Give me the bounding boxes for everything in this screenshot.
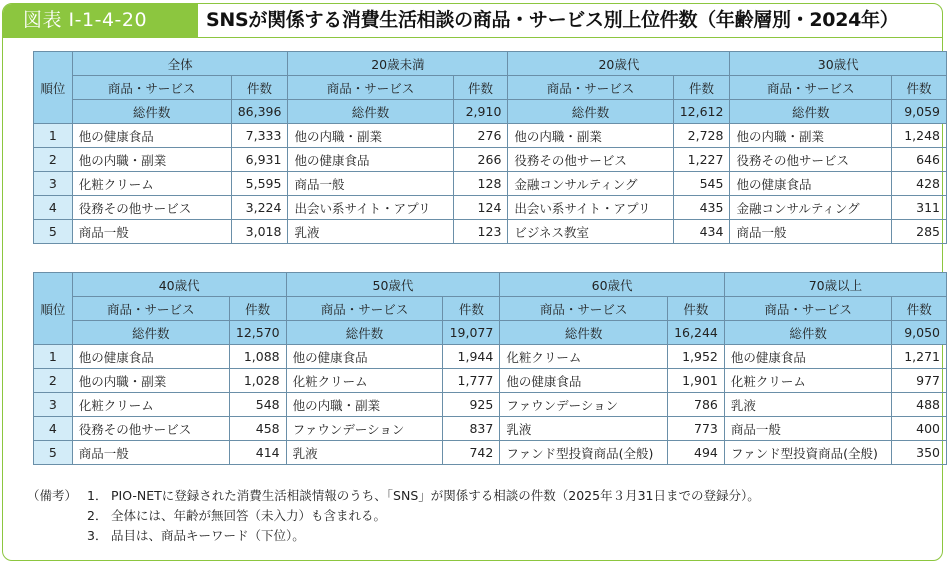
rank-header: 順位 — [34, 273, 73, 345]
item-count: 1,901 — [667, 369, 724, 393]
total-count: 19,077 — [443, 321, 500, 345]
item-name: 他の健康食品 — [72, 345, 229, 369]
ranking-table — [33, 51, 947, 244]
item-name: 乳液 — [724, 393, 892, 417]
item-column-header: 商品・サービス — [730, 76, 892, 100]
item-count: 548 — [229, 393, 286, 417]
item-name: 役務その他サービス — [508, 148, 673, 172]
rank-number: 5 — [34, 220, 73, 244]
note-row — [27, 486, 760, 506]
table-row — [34, 148, 947, 172]
age-group-header: 60歳代 — [500, 273, 725, 297]
item-count: 977 — [892, 369, 947, 393]
item-name: 役務その他サービス — [72, 196, 231, 220]
item-column-header: 商品・サービス — [286, 297, 443, 321]
item-name: 他の内職・副業 — [286, 393, 443, 417]
rank-number: 3 — [34, 393, 73, 417]
count-column-header: 件数 — [892, 297, 947, 321]
item-name: ビジネス教室 — [508, 220, 673, 244]
note-text: PIO-NETに登録された消費生活相談情報のうち、「SNS」が関係する相談の件数（2025年３月31日までの登録分）。 — [111, 488, 760, 503]
total-label: 総件数 — [730, 100, 892, 124]
age-group-header: 20歳代 — [508, 52, 730, 76]
item-count: 773 — [667, 417, 724, 441]
total-label: 総件数 — [72, 100, 231, 124]
item-count: 414 — [229, 441, 286, 465]
total-label: 総件数 — [72, 321, 229, 345]
item-count: 1,248 — [892, 124, 947, 148]
total-count: 9,059 — [892, 100, 947, 124]
item-count: 646 — [892, 148, 947, 172]
item-count: 123 — [453, 220, 508, 244]
item-name: 乳液 — [288, 220, 453, 244]
item-count: 1,088 — [229, 345, 286, 369]
item-column-header: 商品・サービス — [508, 76, 673, 100]
table-row — [34, 172, 947, 196]
item-count: 742 — [443, 441, 500, 465]
item-column-header: 商品・サービス — [724, 297, 892, 321]
item-name: 他の内職・副業 — [288, 124, 453, 148]
total-count: 16,244 — [667, 321, 724, 345]
table-row — [34, 417, 947, 441]
item-count: 128 — [453, 172, 508, 196]
item-count: 3,018 — [231, 220, 288, 244]
item-name: 化粧クリーム — [500, 345, 668, 369]
figure-id: 図表 I-1-4-20 — [3, 4, 198, 37]
rank-number: 2 — [34, 148, 73, 172]
rank-header: 順位 — [34, 52, 73, 124]
item-count: 428 — [892, 172, 947, 196]
total-label: 総件数 — [508, 100, 673, 124]
count-column-header: 件数 — [892, 76, 947, 100]
notes-heading: （備考） — [27, 488, 78, 503]
count-column-header: 件数 — [231, 76, 288, 100]
item-name: 他の内職・副業 — [72, 148, 231, 172]
item-count: 1,777 — [443, 369, 500, 393]
item-name: 化粧クリーム — [72, 172, 231, 196]
note-text: 全体には、年齢が無回答（未入力）も含まれる。 — [111, 508, 387, 523]
item-count: 786 — [667, 393, 724, 417]
table-row — [34, 441, 947, 465]
rank-number: 4 — [34, 417, 73, 441]
item-name: 他の健康食品 — [724, 345, 892, 369]
item-name: 他の健康食品 — [286, 345, 443, 369]
item-name: 化粧クリーム — [724, 369, 892, 393]
item-count: 7,333 — [231, 124, 288, 148]
note-text: 品目は、商品キーワード（下位）。 — [111, 528, 305, 543]
figure-title: SNSが関係する消費生活相談の商品・サービス別上位件数（年齢層別・2024年） — [206, 9, 899, 31]
item-count: 276 — [453, 124, 508, 148]
total-label: 総件数 — [286, 321, 443, 345]
item-name: 役務その他サービス — [72, 417, 229, 441]
total-count: 86,396 — [231, 100, 288, 124]
item-name: ファンド型投資商品(全般) — [500, 441, 668, 465]
total-count: 9,050 — [892, 321, 947, 345]
item-count: 400 — [892, 417, 947, 441]
note-number: 2． — [87, 508, 108, 523]
item-count: 925 — [443, 393, 500, 417]
item-name: 出会い系サイト・アプリ — [288, 196, 453, 220]
item-name: 他の健康食品 — [288, 148, 453, 172]
figure-header — [3, 4, 942, 38]
age-group-header: 50歳代 — [286, 273, 500, 297]
item-count: 2,728 — [673, 124, 730, 148]
age-group-header: 30歳代 — [730, 52, 947, 76]
item-name: 金融コンサルティング — [508, 172, 673, 196]
item-name: 他の健康食品 — [500, 369, 668, 393]
item-name: ファウンデーション — [500, 393, 668, 417]
rank-number: 1 — [34, 124, 73, 148]
item-count: 6,931 — [231, 148, 288, 172]
item-column-header: 商品・サービス — [72, 297, 229, 321]
item-column-header: 商品・サービス — [500, 297, 668, 321]
item-name: 役務その他サービス — [730, 148, 892, 172]
count-column-header: 件数 — [667, 297, 724, 321]
age-group-header: 40歳代 — [72, 273, 286, 297]
total-count: 12,612 — [673, 100, 730, 124]
item-count: 124 — [453, 196, 508, 220]
item-name: 化粧クリーム — [286, 369, 443, 393]
table-row — [34, 345, 947, 369]
count-column-header: 件数 — [229, 297, 286, 321]
item-name: 商品一般 — [288, 172, 453, 196]
age-group-header: 20歳未満 — [288, 52, 508, 76]
item-count: 837 — [443, 417, 500, 441]
note-number: 1． — [87, 488, 108, 503]
note-number: 3． — [87, 528, 108, 543]
rank-number: 1 — [34, 345, 73, 369]
item-name: ファンド型投資商品(全般) — [724, 441, 892, 465]
item-count: 266 — [453, 148, 508, 172]
count-column-header: 件数 — [673, 76, 730, 100]
item-count: 3,224 — [231, 196, 288, 220]
item-name: 他の健康食品 — [72, 124, 231, 148]
item-count: 1,952 — [667, 345, 724, 369]
item-name: 商品一般 — [730, 220, 892, 244]
item-count: 494 — [667, 441, 724, 465]
item-count: 1,271 — [892, 345, 947, 369]
item-column-header: 商品・サービス — [288, 76, 453, 100]
rank-number: 3 — [34, 172, 73, 196]
item-name: 他の内職・副業 — [730, 124, 892, 148]
item-name: 他の健康食品 — [730, 172, 892, 196]
item-name: 出会い系サイト・アプリ — [508, 196, 673, 220]
item-name: ファウンデーション — [286, 417, 443, 441]
item-count: 488 — [892, 393, 947, 417]
item-count: 458 — [229, 417, 286, 441]
item-count: 5,595 — [231, 172, 288, 196]
item-count: 1,944 — [443, 345, 500, 369]
age-group-header: 全体 — [72, 52, 288, 76]
item-name: 化粧クリーム — [72, 393, 229, 417]
rank-number: 4 — [34, 196, 73, 220]
rank-number: 5 — [34, 441, 73, 465]
total-count: 12,570 — [229, 321, 286, 345]
note-row — [27, 526, 760, 546]
table-row — [34, 369, 947, 393]
total-label: 総件数 — [288, 100, 453, 124]
item-count: 1,028 — [229, 369, 286, 393]
table-row — [34, 124, 947, 148]
item-count: 1,227 — [673, 148, 730, 172]
item-column-header: 商品・サービス — [72, 76, 231, 100]
item-name: 乳液 — [500, 417, 668, 441]
item-name: 乳液 — [286, 441, 443, 465]
total-count: 2,910 — [453, 100, 508, 124]
item-count: 311 — [892, 196, 947, 220]
note-row — [27, 506, 760, 526]
item-name: 他の内職・副業 — [508, 124, 673, 148]
count-column-header: 件数 — [443, 297, 500, 321]
notes — [27, 486, 760, 546]
rank-number: 2 — [34, 369, 73, 393]
item-name: 他の内職・副業 — [72, 369, 229, 393]
item-count: 434 — [673, 220, 730, 244]
table-row — [34, 196, 947, 220]
table-row — [34, 220, 947, 244]
item-name: 商品一般 — [72, 220, 231, 244]
count-column-header: 件数 — [453, 76, 508, 100]
total-label: 総件数 — [500, 321, 668, 345]
item-count: 285 — [892, 220, 947, 244]
table-row — [34, 393, 947, 417]
item-count: 350 — [892, 441, 947, 465]
item-name: 商品一般 — [72, 441, 229, 465]
item-name: 金融コンサルティング — [730, 196, 892, 220]
age-group-header: 70歳以上 — [724, 273, 946, 297]
total-label: 総件数 — [724, 321, 892, 345]
item-name: 商品一般 — [724, 417, 892, 441]
ranking-table — [33, 272, 947, 465]
item-count: 435 — [673, 196, 730, 220]
item-count: 545 — [673, 172, 730, 196]
